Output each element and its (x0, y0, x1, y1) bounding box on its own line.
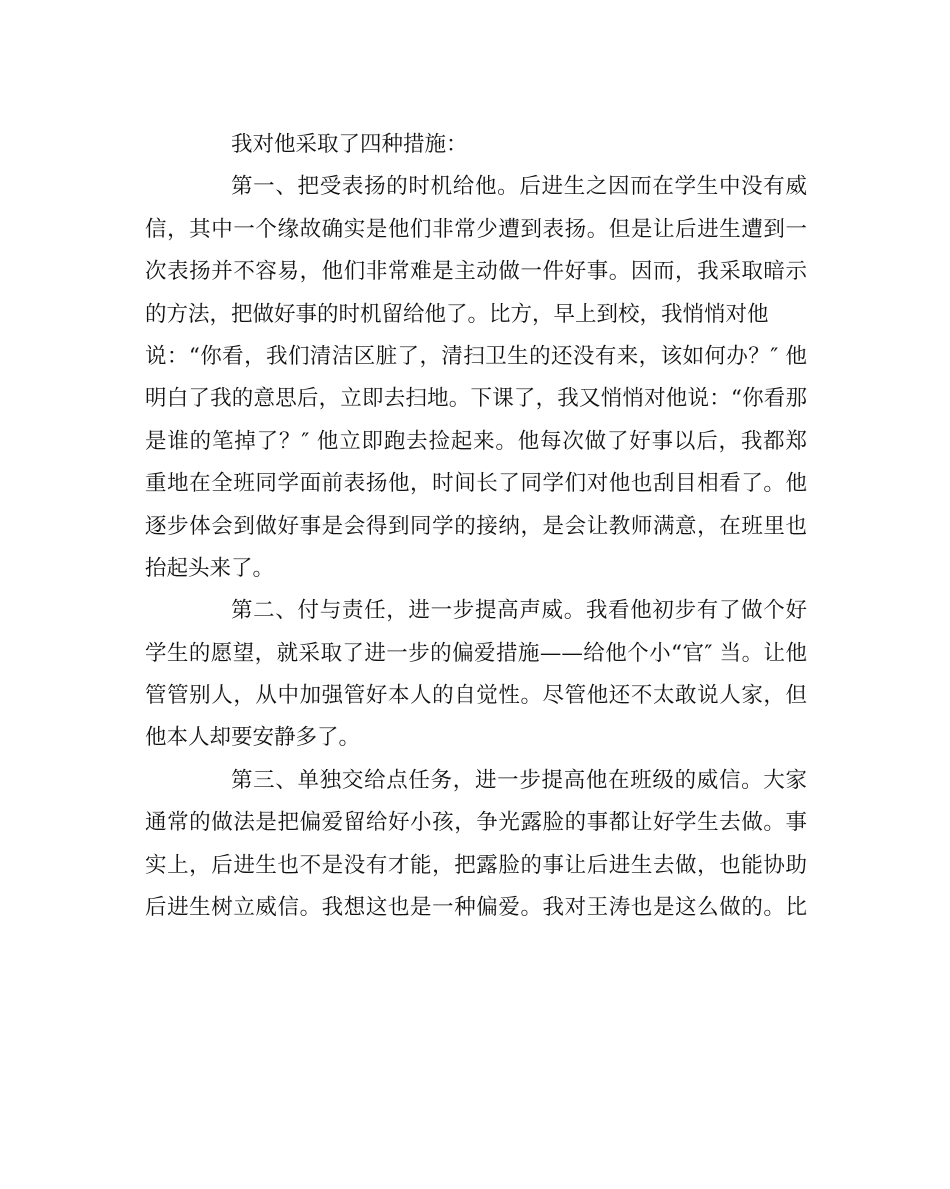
body-text (145, 124, 807, 929)
text-line: 第三、单独交给点任务，进一步提高他在班级的威信。大家 (231, 767, 807, 793)
text-line: 是谁的笔掉了？″ 他立即跑去捡起来。他每次做了好事以后，我都郑 (145, 428, 807, 454)
text-line: 第二、付与责任，进一步提高声威。我看他初步有了做个好 (231, 598, 807, 624)
text-line: 通常的做法是把偏爱留给好小孩，争光露脸的事都让好学生去做。事 (145, 810, 807, 836)
text-line: 后进生树立威信。我想这也是一种偏爱。我对王涛也是这么做的。比 (145, 895, 807, 921)
text-line: 次表扬并不容易，他们非常难是主动做一件好事。因而，我采取暗示 (145, 259, 807, 285)
text-line: 实上，后进生也不是没有才能，把露脸的事让后进生去做，也能协助 (145, 852, 807, 878)
text-line: 我对他采取了四种措施： (231, 132, 468, 157)
text-line: 学生的愿望，就采取了进一步的偏爱措施——给他个小“官″ 当。让他 (145, 640, 807, 666)
text-line: 第一、把受表扬的时机给他。后进生之因而在学生中没有威 (231, 174, 807, 200)
text-line: 逐步体会到做好事是会得到同学的接纳，是会让教师满意，在班里也 (145, 513, 807, 539)
text-line: 的方法，把做好事的时机留给他了。比方，早上到校，我悄悄对他 (145, 301, 769, 327)
text-line: 他本人却要安静多了。 (145, 725, 361, 751)
text-line: 说：“你看，我们清洁区脏了，清扫卫生的还没有来，该如何办？″ 他 (145, 343, 807, 369)
text-line: 管管别人，从中加强管好本人的自觉性。尽管他还不太敢说人家，但 (145, 683, 807, 709)
text-line: 重地在全班同学面前表扬他，时间长了同学们对他也刮目相看了。他 (145, 471, 807, 497)
text-line: 明白了我的意思后，立即去扫地。下课了，我又悄悄对他说：“你看那 (145, 386, 807, 412)
text-line: 抬起头来了。 (145, 555, 275, 581)
text-line: 信，其中一个缘故确实是他们非常少遭到表扬。但是让后进生遭到一 (145, 216, 807, 242)
